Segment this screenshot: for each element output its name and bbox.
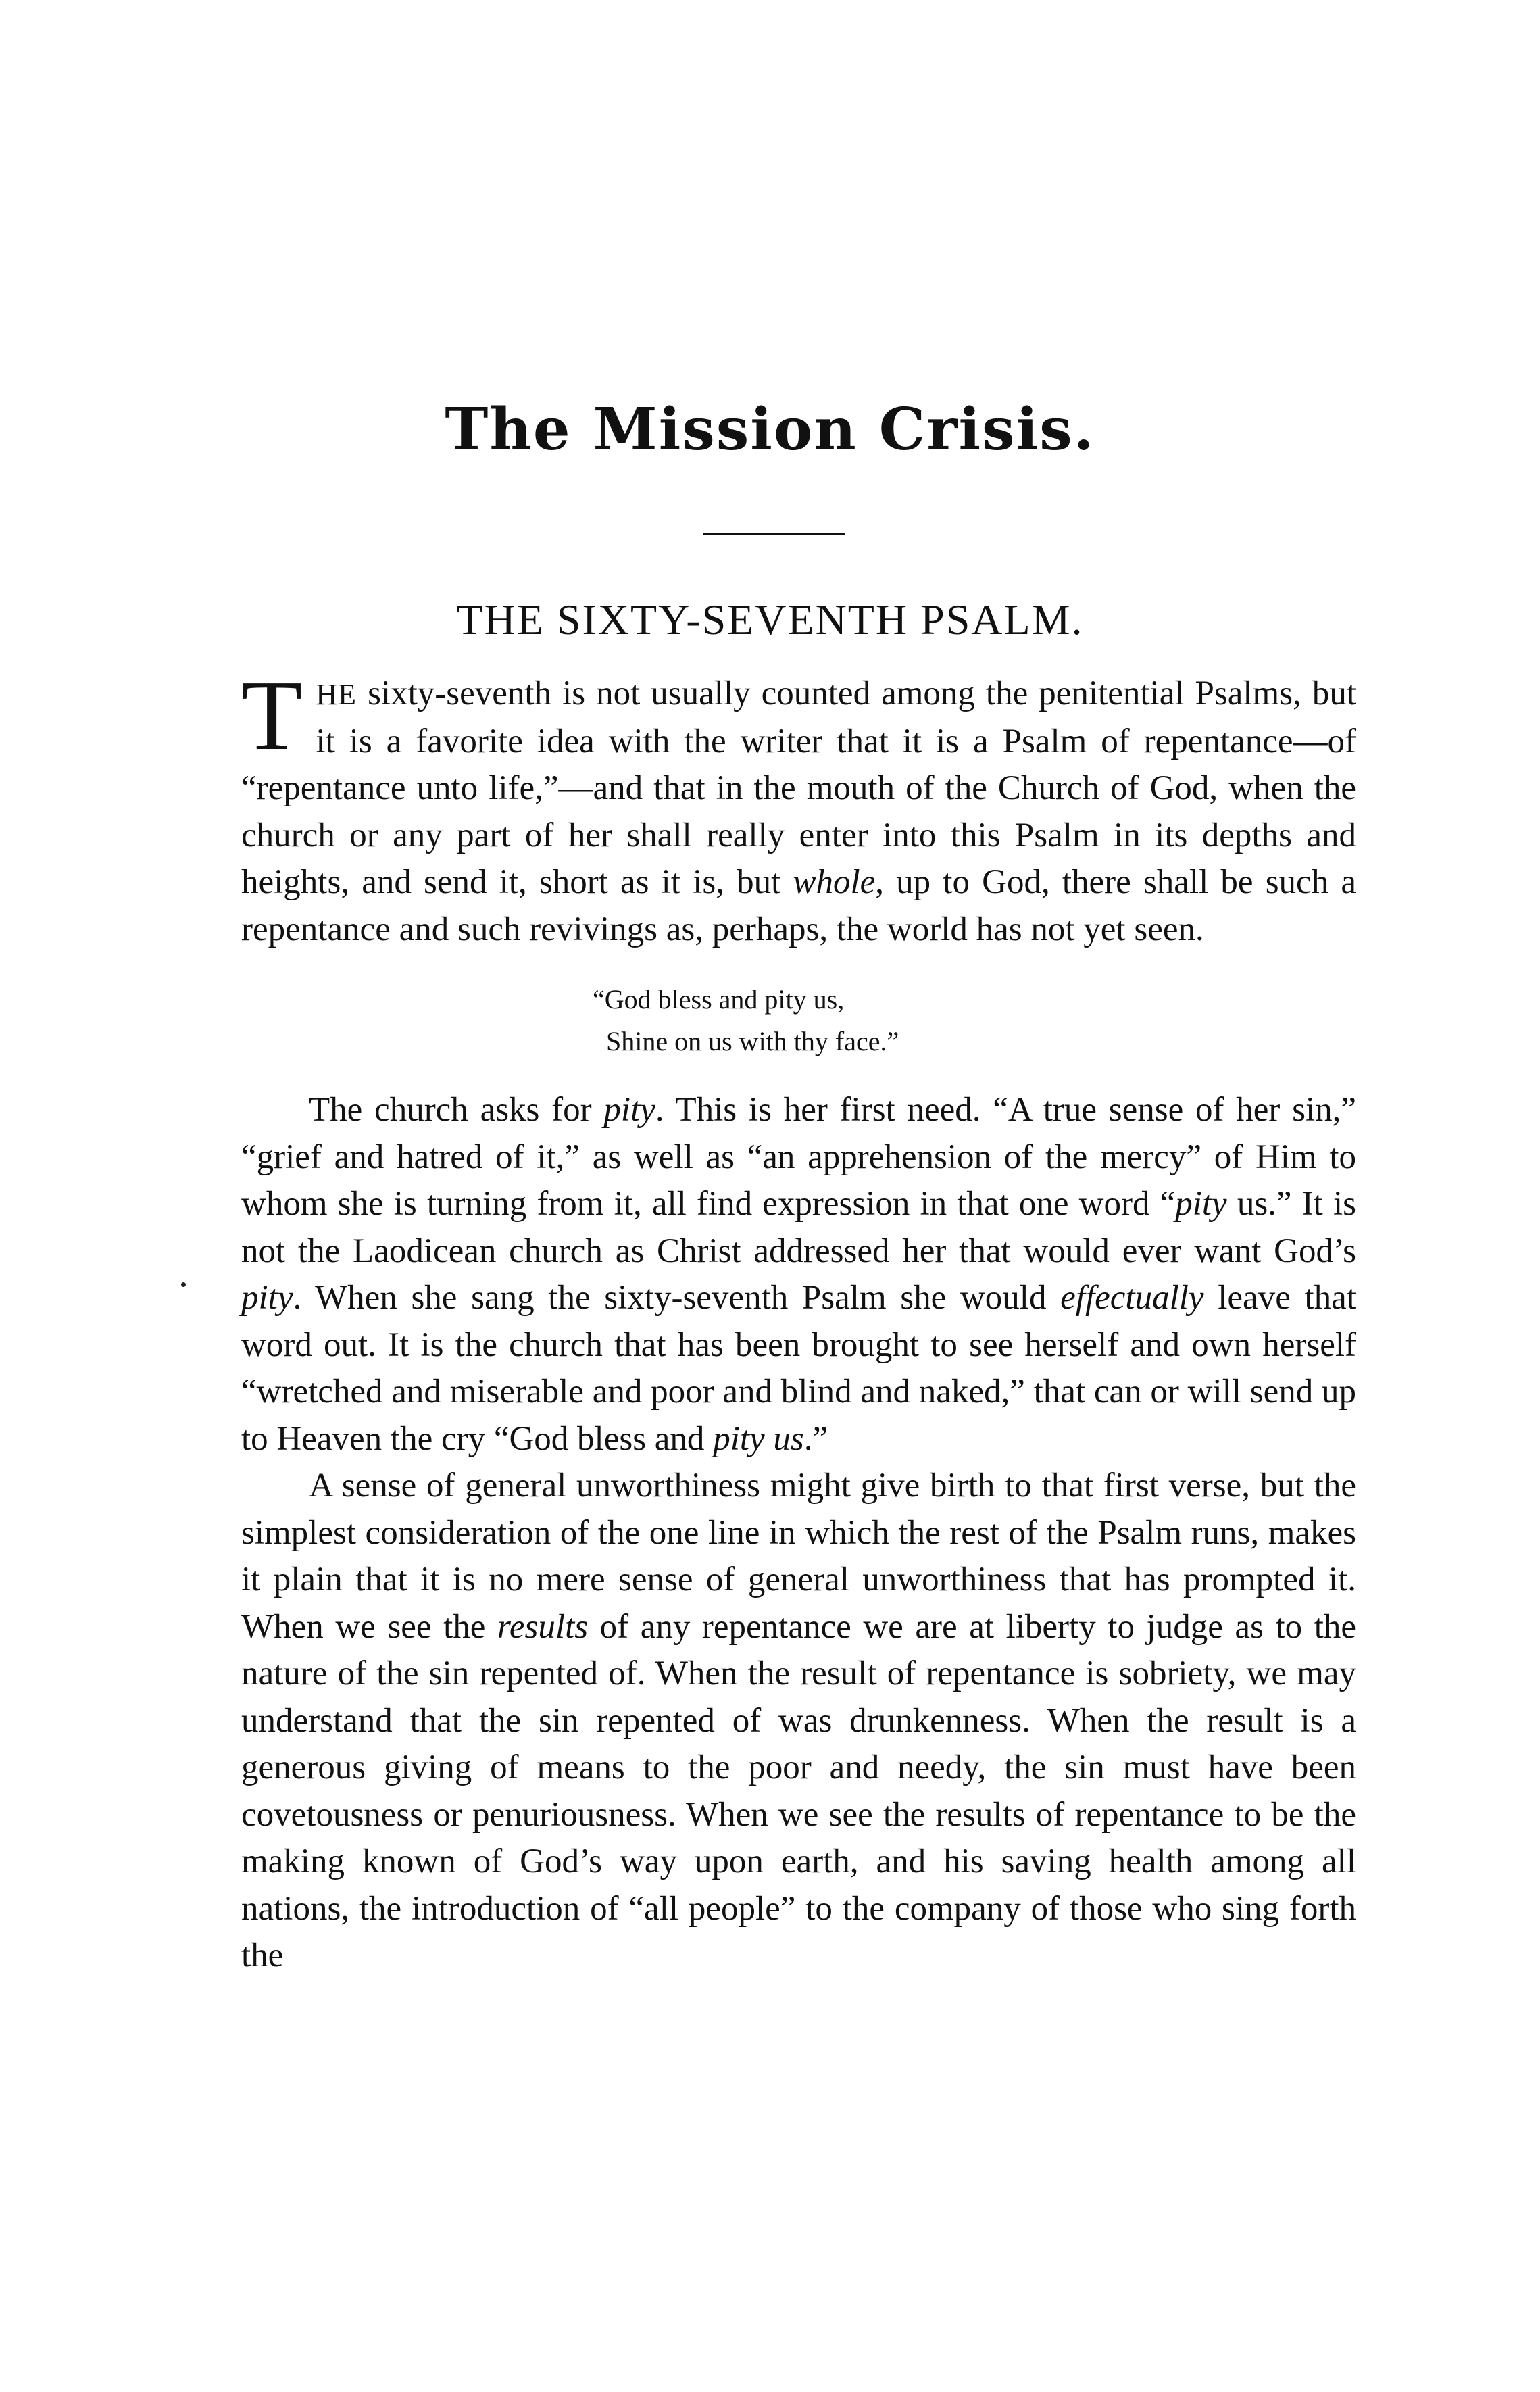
paragraph-1 [241,660,1356,953]
p2-text-6: .” [803,1419,828,1458]
quote-line-1: “God bless and pity us, [593,984,845,1015]
p2-emphasis-2: pity [1175,1185,1227,1223]
paragraph-1-text-a: sixty-seventh is not usually counted among the penitential Psalms, but it is a favorite idea with the writer that it is a Psalm of repentance—of “repentance unto life,”—and that in the mouth of the Church of God, when the church or any part of her shall really enter into this Psalm in its depths and heights, and send it, short as it is, but [241,675,1356,901]
p3-text-2: of any repentance we are at liberty to judge as to the nature of the sin repented of. When the result of repentance is sobriety, we may understand that the sin repented of was drunkenness. When the result is a generous giving of means to the poor and needy, the sin must have been covetousness or penuriousness. When we see the results of repentance to be the making known of God’s way upon earth, and his saving health among all nations, the introduction of “all people” to the company of those who sing forth the [241,1607,1357,1974]
paragraph-3 [241,1463,1356,1980]
p2-text-2: . This is her first need. “A true sense of her sin,” “grief and hatred of it,” as well as “an apprehension of the mercy” of Him to whom she is turning from it, all find expression in that one word “ [241,1091,1357,1223]
paragraph-1-emphasis: whole [793,863,876,901]
p2-text-1: The church asks for [309,1091,604,1129]
running-title: The Mission Crisis. [445,395,1095,464]
paragraph-2 [241,1087,1356,1463]
p3-emphasis-1: results [497,1607,589,1646]
chapter-heading: THE SIXTY-SEVENTH PSALM. [456,595,1084,643]
p2-emphasis-4: effectually [1060,1279,1204,1317]
p2-emphasis-1: pity [603,1091,655,1129]
p3-text-1: A sense of general unworthiness might give birth to that first verse, but the simplest consideration of the one line in which the rest of the Psalm runs, makes it plain that it is no mere sense of general unworthiness that has prompted it. When we see the [241,1467,1356,1646]
p2-text-5: leave that word out. It is the church that has been brought to see herself and own herself “wretched and miserable and poor and blind and naked,” that can or will send up to Heaven the cry “God bless and [241,1279,1356,1458]
paragraph-1-text-b: , up to God, there shall be such a repentance and such revivings as, perhaps, the world has not yet seen. [241,863,1356,948]
p2-emphasis-5: pity us [713,1419,804,1458]
p2-text-4: . When she sang the sixty-seventh Psalm she would [293,1279,1061,1317]
margin-mark [181,1282,186,1287]
body-text [241,660,1357,1980]
title-rule [703,533,845,535]
drop-cap: T [241,660,303,771]
lead-letters: HE [316,678,357,711]
p2-emphasis-3: pity [241,1279,293,1317]
block-quote [241,979,1356,1063]
p2-text-3: us.” It is not the Laodicean church as Christ addressed her that would ever want God’s [241,1185,1356,1270]
quote-line-2: Shine on us with thy face.” [606,1026,899,1056]
